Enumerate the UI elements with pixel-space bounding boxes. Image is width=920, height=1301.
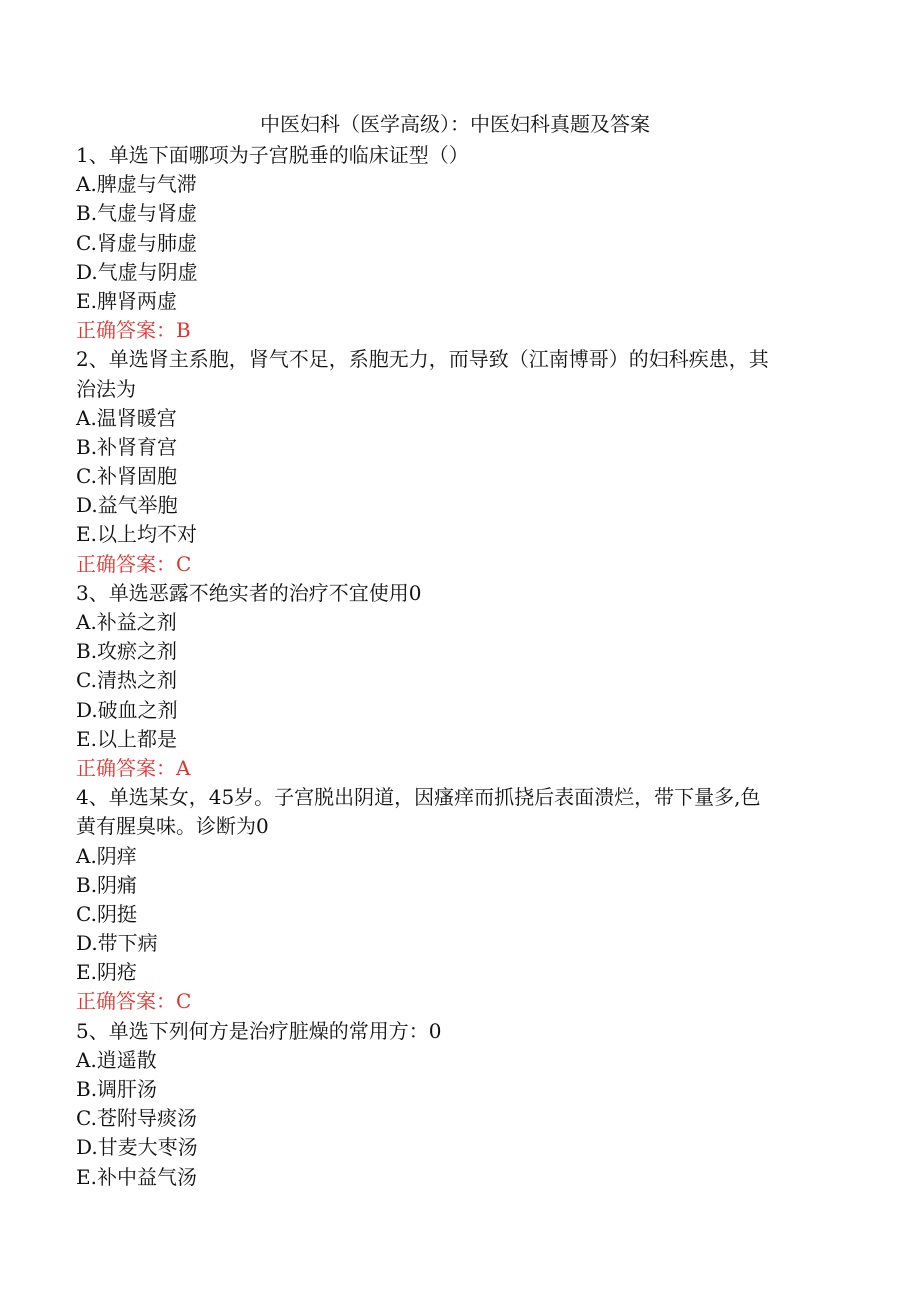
question-stem: 5、单选下列何方是治疗脏燥的常用方：0 bbox=[76, 1018, 442, 1043]
option-d: D.甘麦大枣汤 bbox=[76, 1135, 198, 1160]
option-a: A.脾虚与气滞 bbox=[76, 172, 197, 197]
option-b: B.攻瘀之剂 bbox=[76, 639, 178, 664]
option-d: D.带下病 bbox=[76, 931, 158, 956]
option-a: A.阴痒 bbox=[76, 843, 137, 868]
option-e: E.以上都是 bbox=[76, 726, 177, 751]
option-c: C.肾虚与肺虚 bbox=[76, 230, 197, 255]
question-4 bbox=[76, 783, 836, 1017]
option-b: B.气虚与肾虚 bbox=[76, 201, 198, 226]
option-e: E.脾肾两虚 bbox=[76, 288, 177, 313]
question-stem: 1、单选下面哪项为子宫脱垂的临床证型（） bbox=[76, 143, 469, 167]
document-title: 中医妇科（医学高级）：中医妇科真题及答案 bbox=[260, 112, 650, 136]
option-e: E.补中益气汤 bbox=[76, 1164, 197, 1189]
question-stem-line-1: 4、单选某女，45岁。子宫脱出阴道，因瘙痒而抓挠后表面溃烂，带下量多,色 bbox=[76, 785, 761, 810]
option-c: C.阴挺 bbox=[76, 901, 137, 926]
correct-answer: 正确答案：C bbox=[76, 989, 192, 1014]
option-c: C.补肾固胞 bbox=[76, 464, 177, 489]
question-3 bbox=[76, 579, 836, 783]
question-list bbox=[76, 141, 836, 1192]
option-d: D.气虚与阴虚 bbox=[76, 259, 198, 284]
option-c: C.苍附导痰汤 bbox=[76, 1106, 197, 1131]
option-a: A.逍遥散 bbox=[76, 1047, 157, 1072]
option-a: A.补益之剂 bbox=[76, 610, 177, 634]
question-stem: 3、单选恶露不绝实者的治疗不宜使用0 bbox=[76, 580, 422, 605]
question-stem-line-2: 治法为 bbox=[76, 376, 136, 401]
option-b: B.阴痛 bbox=[76, 872, 138, 897]
option-e: E.阴疮 bbox=[76, 960, 137, 985]
correct-answer: 正确答案：A bbox=[76, 755, 191, 780]
option-b: B.调肝汤 bbox=[76, 1077, 158, 1101]
question-stem-line-2: 黄有腥臭味。诊断为0 bbox=[76, 814, 269, 839]
question-2 bbox=[76, 345, 836, 579]
option-e: E.以上均不对 bbox=[76, 522, 197, 547]
option-a: A.温肾暖宫 bbox=[76, 405, 177, 430]
option-c: C.清热之剂 bbox=[76, 668, 177, 693]
option-d: D.益气举胞 bbox=[76, 493, 178, 518]
option-b: B.补肾育宫 bbox=[76, 434, 178, 459]
option-d: D.破血之剂 bbox=[76, 697, 178, 722]
question-1 bbox=[76, 141, 836, 345]
correct-answer: 正确答案：C bbox=[76, 551, 192, 576]
question-5 bbox=[76, 1017, 836, 1192]
correct-answer: 正确答案：B bbox=[76, 318, 191, 343]
question-stem-line-1: 2、单选肾主系胞，肾气不足，系胞无力，而导致（江南博哥）的妇科疾患，其 bbox=[76, 347, 769, 372]
